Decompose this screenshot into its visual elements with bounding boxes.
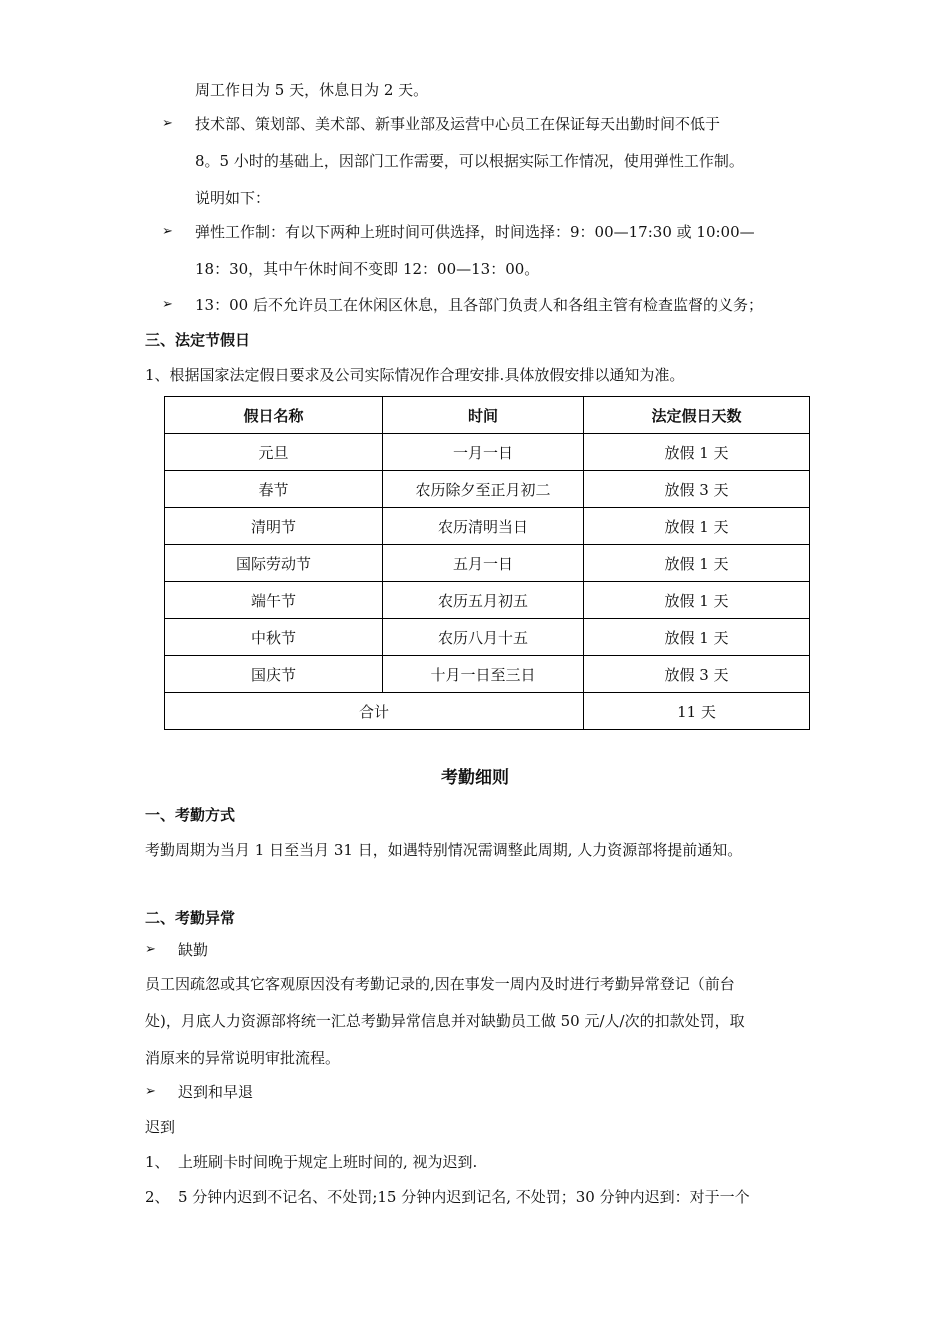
attendance-title: 考勤细则 bbox=[441, 768, 509, 788]
section-heading-holidays: 三、法定节假日 bbox=[145, 331, 251, 349]
table-cell: 放假 1 天 bbox=[584, 582, 810, 619]
table-header-row bbox=[165, 397, 810, 434]
holiday-table bbox=[164, 396, 810, 730]
table-row bbox=[165, 582, 810, 619]
table-row bbox=[165, 619, 810, 656]
table-cell: 放假 1 天 bbox=[584, 545, 810, 582]
text-line: 弹性工作制：有以下两种上班时间可供选择，时间选择：9：00—17:30 或 10:00— bbox=[195, 223, 755, 241]
late-label: 迟到 bbox=[145, 1118, 176, 1136]
table-cell: 春节 bbox=[165, 471, 383, 508]
table-cell: 放假 1 天 bbox=[584, 508, 810, 545]
late-early-label: 迟到和早退 bbox=[178, 1083, 254, 1101]
list-item: 5 分钟内迟到不记名、不处罚;15 分钟内迟到记名, 不处罚；30 分钟内迟到：对于一个 bbox=[178, 1188, 750, 1206]
bullet-arrow-icon: ➢ bbox=[145, 1084, 156, 1099]
total-label-cell: 合计 bbox=[165, 693, 584, 730]
table-row bbox=[165, 656, 810, 693]
text-line: 员工因疏忽或其它客观原因没有考勤记录的,因在事发一周内及时进行考勤异常登记（前台 bbox=[145, 975, 735, 993]
table-row bbox=[165, 434, 810, 471]
table-cell: 放假 1 天 bbox=[584, 619, 810, 656]
header-cell: 法定假日天数 bbox=[584, 397, 810, 434]
table-cell: 五月一日 bbox=[383, 545, 584, 582]
table-cell: 放假 1 天 bbox=[584, 434, 810, 471]
text-line: 消原来的异常说明审批流程。 bbox=[145, 1049, 341, 1067]
text-line: 技术部、策划部、美术部、新事业部及运营中心员工在保证每天出勤时间不低于 bbox=[195, 115, 721, 133]
table-cell: 国际劳动节 bbox=[165, 545, 383, 582]
list-number: 2、 bbox=[145, 1188, 170, 1206]
total-value-cell: 11 天 bbox=[584, 693, 810, 730]
table-cell: 元旦 bbox=[165, 434, 383, 471]
bullet-arrow-icon: ➢ bbox=[145, 942, 156, 957]
text-line: 周工作日为 5 天，休息日为 2 天。 bbox=[195, 81, 429, 99]
table-cell: 清明节 bbox=[165, 508, 383, 545]
section-heading-abnormal: 二、考勤异常 bbox=[145, 909, 236, 927]
table-row bbox=[165, 508, 810, 545]
holidays-intro: 1、根据国家法定假日要求及公司实际情况作合理安排.具体放假安排以通知为准。 bbox=[145, 366, 685, 384]
text-line: 18：30，其中午休时间不变即 12：00—13：00。 bbox=[195, 260, 540, 278]
table-cell: 一月一日 bbox=[383, 434, 584, 471]
table-row bbox=[165, 545, 810, 582]
table-total-row bbox=[165, 693, 810, 730]
table-cell: 农历清明当日 bbox=[383, 508, 584, 545]
text-line: 说明如下： bbox=[195, 189, 271, 207]
table-cell: 农历五月初五 bbox=[383, 582, 584, 619]
table-cell: 十月一日至三日 bbox=[383, 656, 584, 693]
table-cell: 农历八月十五 bbox=[383, 619, 584, 656]
bullet-arrow-icon: ➢ bbox=[162, 116, 173, 131]
header-cell: 时间 bbox=[383, 397, 584, 434]
table-cell: 农历除夕至正月初二 bbox=[383, 471, 584, 508]
method-text: 考勤周期为当月 1 日至当月 31 日，如遇特别情况需调整此周期, 人力资源部将提前通知。 bbox=[145, 841, 743, 859]
table-cell: 国庆节 bbox=[165, 656, 383, 693]
text-line: 13：00 后不允许员工在休闲区休息，且各部门负责人和各组主管有检查监督的义务； bbox=[195, 296, 763, 314]
absence-label: 缺勤 bbox=[178, 941, 209, 959]
table-cell: 放假 3 天 bbox=[584, 656, 810, 693]
list-item: 上班刷卡时间晚于规定上班时间的, 视为迟到. bbox=[178, 1153, 478, 1171]
header-cell: 假日名称 bbox=[165, 397, 383, 434]
section-heading-method: 一、考勤方式 bbox=[145, 806, 236, 824]
text-line: 8。5 小时的基础上，因部门工作需要，可以根据实际工作情况，使用弹性工作制。 bbox=[195, 152, 744, 170]
table-row bbox=[165, 471, 810, 508]
text-line: 处)，月底人力资源部将统一汇总考勤异常信息并对缺勤员工做 50 元/人/次的扣款处罚，取 bbox=[145, 1012, 745, 1030]
table-cell: 中秋节 bbox=[165, 619, 383, 656]
table-cell: 放假 3 天 bbox=[584, 471, 810, 508]
table-cell: 端午节 bbox=[165, 582, 383, 619]
list-number: 1、 bbox=[145, 1153, 170, 1171]
bullet-arrow-icon: ➢ bbox=[162, 224, 173, 239]
bullet-arrow-icon: ➢ bbox=[162, 297, 173, 312]
